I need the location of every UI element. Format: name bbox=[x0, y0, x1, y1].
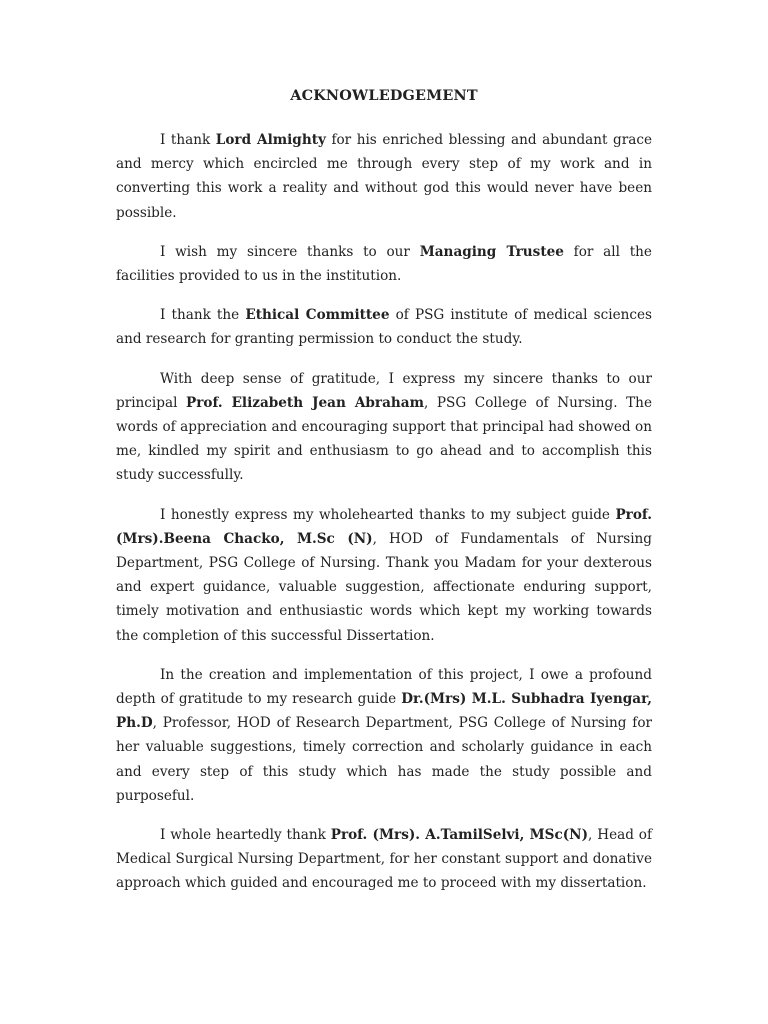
paragraph-text: of PSG institute of medical sciences and research for granting permission to conduct the study. bbox=[116, 307, 653, 348]
paragraph-text: I thank the bbox=[160, 307, 246, 324]
bold-name: Ethical Committee bbox=[245, 307, 390, 324]
bold-name: Prof. Elizabeth Jean Abraham bbox=[186, 394, 424, 411]
paragraph-text: With deep sense of gratitude, I express my sincere thanks to our principal bbox=[116, 370, 652, 411]
paragraph-4 bbox=[116, 367, 652, 488]
paragraph-7 bbox=[116, 823, 652, 896]
paragraph-text: for all the facilities provided to us in the institution. bbox=[116, 243, 652, 285]
paragraph-text: for his enriched blessing and abundant grace and mercy which encircled me through every step of my work and in converting this work a reality and without god this would never have been possible. bbox=[116, 132, 653, 221]
paragraph-text: I whole heartedly thank bbox=[160, 827, 331, 844]
paragraph-text: , HOD of Fundamentals of Nursing Department, PSG College of Nursing. Thank you Madam for your dexterous and expert guidance, valuable suggestion, affectionate enduring support, timely motivation and enthusiastic words which kept my working towards the completion of this successful Dissertation. bbox=[116, 530, 652, 644]
document-title: ACKNOWLEDGEMENT bbox=[290, 87, 478, 104]
paragraph-text: , PSG College of Nursing. The words of appreciation and encouraging support that principal had showed on me, kindled my spirit and enthusiasm to go ahead and to accomplish this study successfully. bbox=[116, 394, 652, 484]
paragraph-text: , Head of Medical Surgical Nursing Department, for her constant support and donative approach which guided and encouraged me to proceed with my dissertation. bbox=[116, 827, 652, 892]
paragraph-text: I honestly express my wholehearted thanks to my subject guide bbox=[160, 506, 616, 523]
bold-name: Dr.(Mrs) M.L. Subhadra Iyengar, Ph.D bbox=[116, 691, 652, 732]
bold-name: Prof. (Mrs). A.TamilSelvi, MSc(N) bbox=[330, 827, 589, 844]
bold-name: Managing Trustee bbox=[419, 243, 564, 260]
paragraph-3 bbox=[116, 303, 652, 351]
paragraph-1 bbox=[116, 128, 652, 225]
document-page bbox=[116, 84, 652, 911]
bold-name: Lord Almighty bbox=[215, 132, 326, 148]
bold-name: Prof. (Mrs).Beena Chacko, M.Sc (N) bbox=[116, 506, 652, 547]
paragraph-6 bbox=[116, 663, 652, 808]
paragraph-text: I thank bbox=[160, 132, 216, 148]
paragraph-text: , Professor, HOD of Research Department, PSG College of Nursing for her valuable suggestions, timely correction and scholarly guidance in each and every step of this study which has made the study possible and purposeful. bbox=[116, 715, 652, 804]
paragraph-2 bbox=[116, 240, 652, 288]
paragraph-5 bbox=[116, 503, 652, 648]
paragraph-text: I wish my sincere thanks to our bbox=[160, 243, 420, 260]
paragraph-text: In the creation and implementation of this project, I owe a profound depth of gratitude to my research guide bbox=[116, 666, 652, 708]
